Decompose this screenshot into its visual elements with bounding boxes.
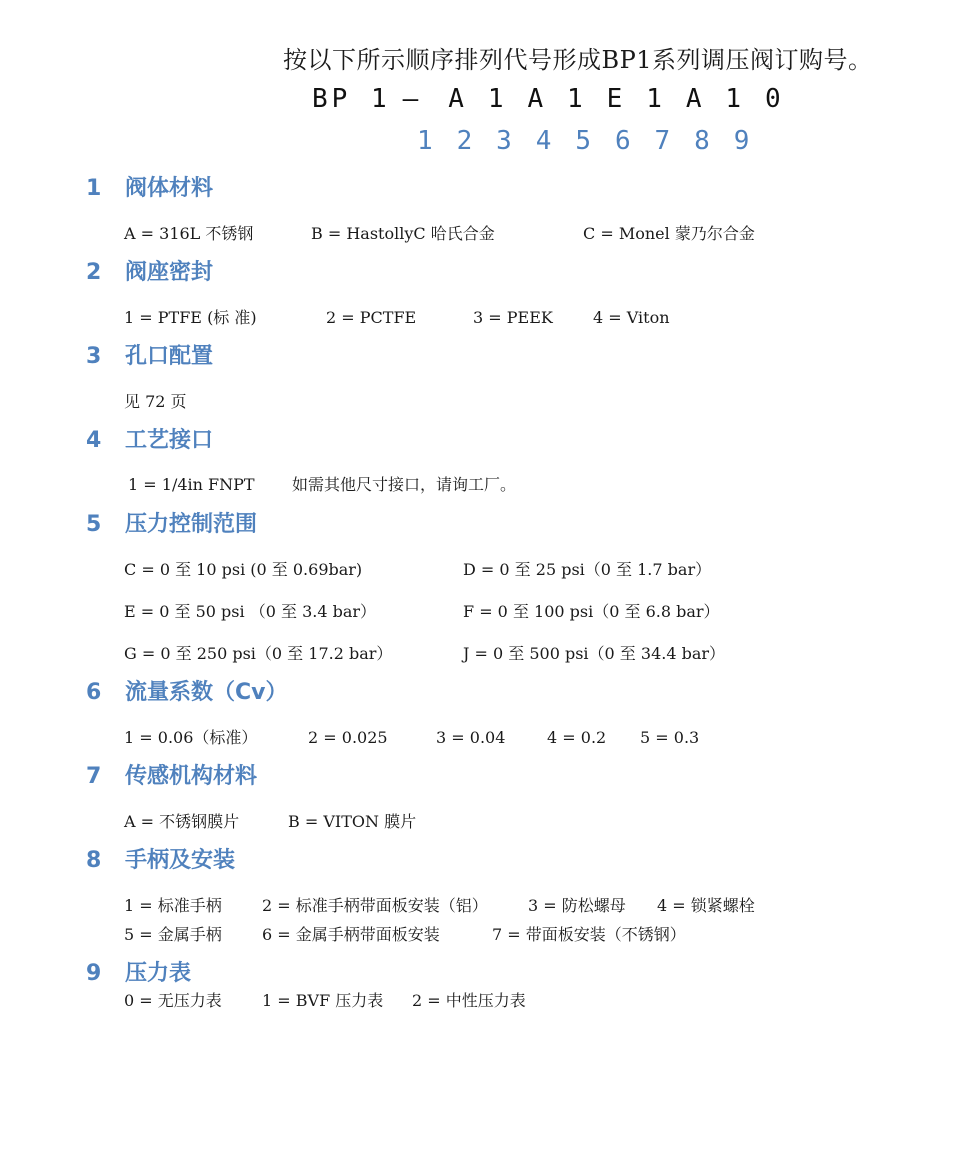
option-item: G = 0 至 250 psi（0 至 17.2 bar） [124, 644, 393, 663]
option-item: 4 = 0.2 [547, 728, 607, 747]
option-item: E = 0 至 50 psi （0 至 3.4 bar） [124, 602, 377, 621]
section-title: 阀体材料 [125, 176, 214, 201]
option-item: 1 = 0.06（标准） [124, 728, 258, 747]
position-number: 3 [496, 126, 512, 156]
option-item: 3 = PEEK [473, 308, 553, 327]
section-5-options-row-2 [124, 599, 720, 622]
section-5-heading [86, 507, 257, 538]
section-5-options-row-1 [124, 557, 711, 580]
code-prefix: BP 1 [312, 84, 391, 114]
section-title: 阀座密封 [125, 260, 214, 285]
code-segment-7: A [685, 84, 702, 114]
option-item: B = HastollyC 哈氏合金 [311, 224, 495, 243]
section-8-options-row-2 [124, 922, 686, 945]
section-9-heading [86, 956, 191, 987]
section-2-options [124, 305, 670, 328]
section-number: 8 [86, 848, 102, 873]
section-8-heading [86, 843, 235, 874]
option-item: A = 316L 不锈钢 [124, 224, 254, 243]
option-item: 1 = 标准手柄 [124, 896, 222, 915]
section-title: 压力控制范围 [125, 512, 258, 537]
section-6-options [124, 725, 699, 748]
position-number: 8 [694, 126, 710, 156]
option-item: 2 = 标准手柄带面板安装（铝） [262, 896, 488, 915]
section-7-options [124, 809, 416, 832]
section-5-options-row-3 [124, 641, 725, 664]
section-title: 传感机构材料 [125, 764, 258, 789]
option-item: 6 = 金属手柄带面板安装 [262, 925, 440, 944]
section-number: 2 [86, 260, 102, 285]
option-item: 4 = Viton [593, 308, 670, 327]
position-numbers [405, 126, 761, 156]
option-item: B = VITON 膜片 [288, 812, 417, 831]
order-code [312, 84, 793, 114]
section-number: 9 [86, 961, 102, 986]
option-item: 2 = 中性压力表 [412, 991, 526, 1010]
option-item: 3 = 0.04 [436, 728, 506, 747]
code-segment-5: E [606, 84, 623, 114]
section-4-heading [86, 423, 213, 454]
section-2-heading [86, 255, 213, 286]
section-title: 工艺接口 [125, 428, 214, 453]
section-6-heading [86, 675, 288, 706]
option-item: 见 72 页 [124, 392, 187, 411]
option-item: 1 = 1/4in FNPT [128, 475, 255, 494]
section-number: 7 [86, 764, 102, 789]
code-segment-4: 1 [567, 84, 583, 114]
code-dash: — [402, 84, 419, 114]
section-7-heading [86, 759, 257, 790]
code-segment-9: 0 [765, 84, 781, 114]
section-3-options [124, 389, 187, 412]
option-item: 5 = 金属手柄 [124, 925, 222, 944]
position-number: 7 [654, 126, 671, 156]
option-item: 3 = 防松螺母 [528, 896, 626, 915]
section-1-options [124, 221, 755, 244]
position-number: 4 [535, 126, 552, 156]
code-segment-3: A [527, 84, 544, 114]
code-segment-6: 1 [646, 84, 662, 114]
option-item: 7 = 带面板安装（不锈钢） [492, 925, 686, 944]
position-number: 2 [456, 126, 473, 156]
section-title: 手柄及安装 [125, 848, 236, 873]
option-item: 如需其他尺寸接口，请询工厂。 [292, 475, 517, 494]
section-number: 5 [86, 512, 102, 537]
section-3-heading [86, 339, 213, 370]
option-item: D = 0 至 25 psi（0 至 1.7 bar） [463, 560, 712, 579]
option-item: C = 0 至 10 psi (0 至 0.69bar) [124, 560, 363, 579]
section-number: 1 [86, 176, 102, 201]
position-number: 9 [733, 126, 750, 156]
position-number: 5 [575, 126, 591, 156]
code-segment-2: 1 [487, 84, 504, 114]
option-item: A = 不锈钢膜片 [124, 812, 240, 831]
section-title: 流量系数（Cv） [125, 680, 288, 705]
option-item: 2 = 0.025 [308, 728, 388, 747]
code-segment-8: 1 [725, 84, 742, 114]
section-9-options [124, 988, 526, 1011]
section-4-options [128, 472, 516, 495]
option-item: 1 = BVF 压力表 [262, 991, 384, 1010]
code-segment-1: A [448, 84, 464, 114]
option-item: 5 = 0.3 [640, 728, 700, 747]
intro-text: 按以下所示顺序排列代号形成BP1系列调压阀订购号。 [283, 46, 873, 74]
section-number: 4 [86, 428, 102, 453]
section-title: 孔口配置 [125, 344, 214, 369]
option-item: 2 = PCTFE [326, 308, 417, 327]
position-number: 1 [416, 126, 433, 156]
section-number: 3 [86, 344, 102, 369]
option-item: C = Monel 蒙乃尔合金 [583, 224, 755, 243]
option-item: 1 = PTFE (标 准) [124, 308, 257, 327]
section-title: 压力表 [125, 961, 192, 986]
option-item: 0 = 无压力表 [124, 991, 222, 1010]
option-item: F = 0 至 100 psi（0 至 6.8 bar） [463, 602, 720, 621]
position-number: 6 [614, 126, 631, 156]
option-item: 4 = 锁紧螺栓 [657, 896, 755, 915]
section-1-heading [86, 171, 213, 202]
option-item: J = 0 至 500 psi（0 至 34.4 bar） [463, 644, 726, 663]
section-8-options-row-1 [124, 893, 755, 916]
section-number: 6 [86, 680, 102, 705]
